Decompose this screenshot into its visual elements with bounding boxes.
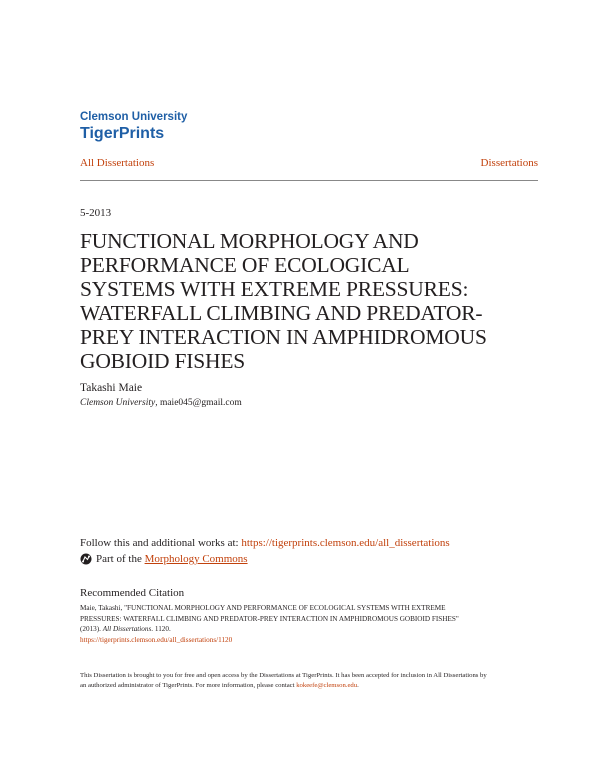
citation-text: Maie, Takashi, "FUNCTIONAL MORPHOLOGY AND PERFORMANCE OF ECOLOGICAL SYSTEMS WITH EXTREME	[80, 604, 446, 612]
morphology-commons-link[interactable]: Morphology Commons	[144, 553, 248, 565]
citation-journal: All Dissertations	[102, 625, 152, 633]
publication-date: 5-2013	[80, 207, 112, 219]
citation-body	[80, 603, 540, 645]
affiliation-name: Clemson University	[80, 398, 156, 408]
institution-header	[80, 111, 187, 144]
title-line: WATERFALL CLIMBING AND PREDATOR-	[80, 301, 483, 325]
author-affiliation	[80, 398, 242, 408]
repository-name: TigerPrints	[80, 125, 165, 142]
commons-network-icon	[80, 553, 92, 565]
dissertations-link[interactable]: Dissertations	[480, 157, 538, 169]
follow-line	[80, 537, 450, 549]
all-dissertations-link[interactable]: All Dissertations	[80, 157, 155, 169]
collection-link[interactable]: https://tigerprints.clemson.edu/all_dissertations	[241, 537, 450, 549]
follow-text: Follow this and additional works at:	[80, 537, 242, 549]
contact-email-link[interactable]: kokeefe@clemson.edu	[296, 682, 358, 689]
note-text: an authorized administrator of TigerPrints. For more information, please contact	[80, 682, 297, 689]
part-of-prefix: Part of the	[96, 553, 142, 565]
header-divider	[80, 180, 538, 181]
title-line: SYSTEMS WITH EXTREME PRESSURES:	[80, 277, 469, 301]
citation-text: . 1120.	[151, 625, 171, 633]
title-line: PERFORMANCE OF ECOLOGICAL	[80, 253, 410, 277]
recommended-citation-heading: Recommended Citation	[80, 587, 185, 599]
citation-text: PRESSURES: WATERFALL CLIMBING AND PREDATOR-PREY INTERACTION IN AMPHIDROMOUS GOBIOID FISHES"	[80, 614, 459, 623]
author-email: , maie045@gmail.com	[155, 398, 242, 408]
citation-text: (2013).	[80, 625, 103, 633]
part-of-line	[80, 553, 248, 565]
title-line: GOBIOID FISHES	[80, 349, 246, 373]
university-name: Clemson University	[80, 111, 188, 123]
access-note	[80, 671, 540, 691]
document-title	[80, 229, 550, 373]
title-line: FUNCTIONAL MORPHOLOGY AND	[80, 229, 419, 253]
citation-url-link[interactable]: https://tigerprints.clemson.edu/all_dissertations/1120	[80, 635, 233, 644]
title-line: PREY INTERACTION IN AMPHIDROMOUS	[80, 325, 487, 349]
note-text: This Dissertation is brought to you for free and open access by the Dissertations at TigerPrints. It has been accepted for inclusion in All Dissertations by	[80, 672, 487, 679]
author-name: Takashi Maie	[80, 382, 143, 394]
note-text: .	[357, 682, 359, 689]
